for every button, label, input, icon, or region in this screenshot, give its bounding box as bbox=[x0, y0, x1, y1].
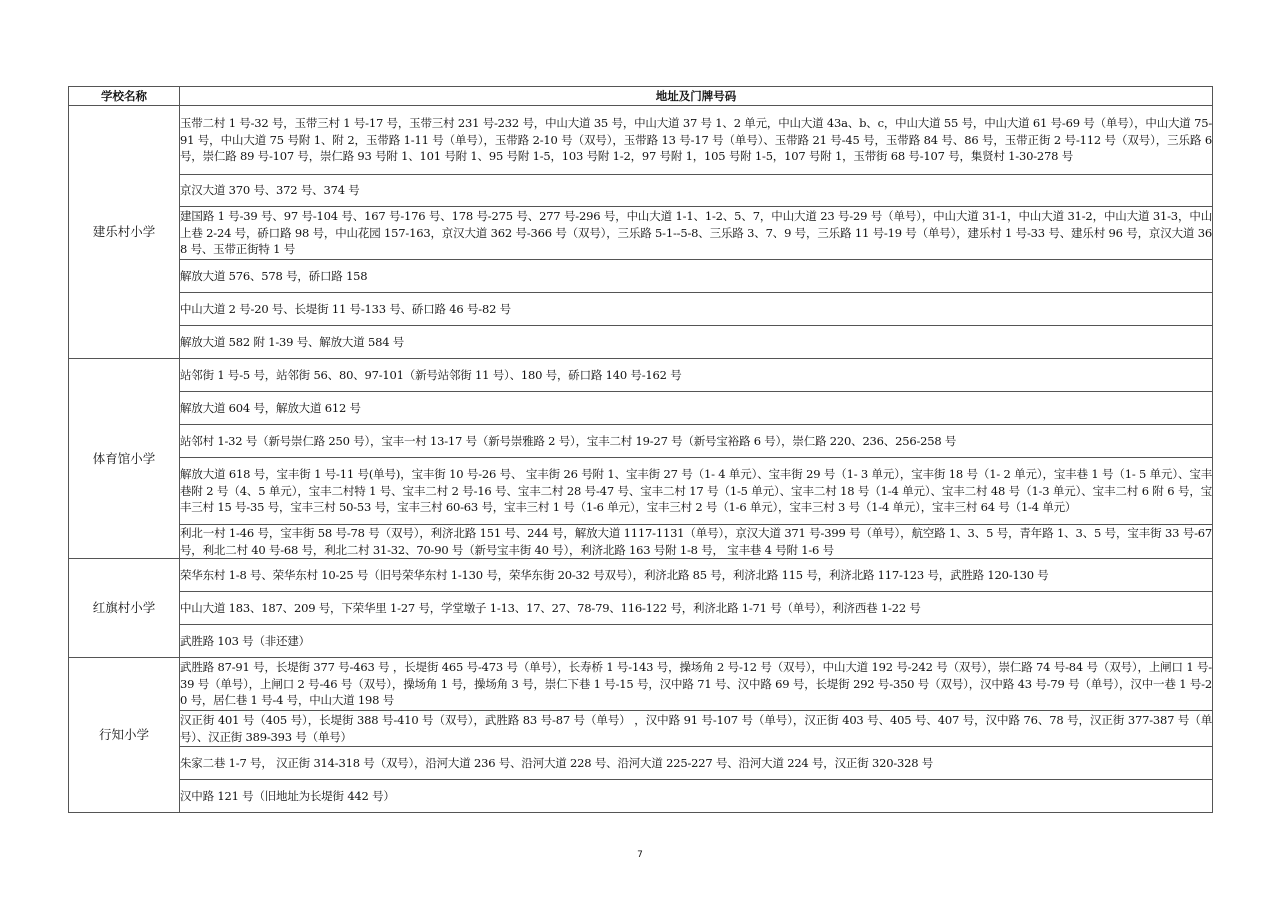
address-cell: 武胜路 87-91 号，长堤街 377 号-463 号 ，长堤街 465 号-473 号（单号），长寿桥 1 号-143 号，操场角 2 号-12 号（双号），中山大道 192 号-242 号（双号），崇仁路 74 号-84 号（双号），上闸口 1 号-39 号（单号），上闸口 2 号-46 号（双号），操场角 1 号，操场角 3 号，崇仁下巷 1 号-15 号，汉中路 71 号、汉中路 69 号，长堤街 292 号-350 号（双号），汉中路 43 号-79 号（单号），汉中一巷 1 号-20 号，居仁巷 1 号-4 号，中山大道 198 号 bbox=[180, 658, 1213, 711]
table-row bbox=[69, 293, 1213, 326]
table-row bbox=[69, 525, 1213, 559]
table-row bbox=[69, 559, 1213, 592]
table-row bbox=[69, 260, 1213, 293]
address-cell: 中山大道 183、187、209 号，下荣华里 1-27 号，学堂墩子 1-13、17、27、78-79、116-122 号，利济北路 1-71 号（单号），利济西巷 1-22 号 bbox=[180, 592, 1213, 625]
table-row bbox=[69, 658, 1213, 711]
table-row bbox=[69, 392, 1213, 425]
table-row bbox=[69, 326, 1213, 359]
address-cell: 玉带二村 1 号-32 号，玉带三村 1 号-17 号，玉带三村 231 号-232 号，中山大道 35 号，中山大道 37 号 1、2 单元，中山大道 43a、b、c，中山大道 55 号，中山大道 61 号-69 号（单号），中山大道 75-91 号，中山大道 75 号附 1、附 2，玉带路 1-11 号（单号），玉带路 2-10 号（双号），玉带路 13 号-17 号（单号）、玉带路 21 号-45 号，玉带路 84 号、86 号，玉带正街 2 号-112 号（双号），三乐路 6 号，崇仁路 89 号-107 号，崇仁路 93 号附 1、101 号附 1、95 号附 1-5，103 号附 1-2，97 号附 1，105 号附 1-5，107 号附 1，玉带街 68 号-107 号，集贤村 1-30-278 号 bbox=[180, 106, 1213, 175]
address-cell: 建国路 1 号-39 号、97 号-104 号、167 号-176 号、178 号-275 号、277 号-296 号，中山大道 1-1、1-2、5、7，中山大道 23 号-29 号（单号），中山大道 31-1，中山大道 31-2，中山大道 31-3，中山上巷 2-24 号，硚口路 98 号，中山花园 157-163，京汉大道 362 号-366 号（双号），三乐路 5-1--5-8、三乐路 3、7、9 号，三乐路 11 号-19 号（单号），建乐村 1 号-33 号、建乐村 96 号，京汉大道 368 号、玉带正街特 1 号 bbox=[180, 207, 1213, 260]
address-cell: 解放大道 604 号，解放大道 612 号 bbox=[180, 392, 1213, 425]
table-row bbox=[69, 175, 1213, 207]
address-cell: 荣华东村 1-8 号、荣华东村 10-25 号（旧号荣华东村 1-130 号，荣华东街 20-32 号双号），利济北路 85 号，利济北路 115 号，利济北路 117-123 号，武胜路 120-130 号 bbox=[180, 559, 1213, 592]
header-school-name: 学校名称 bbox=[69, 87, 180, 106]
address-cell: 利北一村 1-46 号，宝丰街 58 号-78 号（双号），利济北路 151 号、244 号，解放大道 1117-1131（单号），京汉大道 371 号-399 号（单号），航空路 1、3、5 号，青年路 1、3、5 号，宝丰街 33 号-67 号，利北二村 40 号-68 号，利北二村 31-32、70-90 号（新号宝丰街 40 号），利济北路 163 号附 1-8 号， 宝丰巷 4 号附 1-6 号 bbox=[180, 526, 1212, 557]
table-row bbox=[69, 780, 1213, 813]
address-cell: 武胜路 103 号（非还建） bbox=[180, 625, 1213, 658]
table-row bbox=[69, 425, 1213, 458]
table-row bbox=[69, 207, 1213, 260]
school-name-cell: 行知小学 bbox=[69, 658, 180, 813]
table-row bbox=[69, 711, 1213, 747]
table-row bbox=[69, 747, 1213, 780]
address-cell: 汉正街 401 号（405 号），长堤街 388 号-410 号（双号），武胜路 83 号-87 号（单号） ，汉中路 91 号-107 号（单号），汉正街 403 号、405 号、407 号，汉中路 76、78 号，汉正街 377-387 号（单号）、汉正街 389-393 号（单号） bbox=[180, 711, 1213, 747]
table-row bbox=[69, 458, 1213, 525]
address-cell: 站邻村 1-32 号（新号崇仁路 250 号），宝丰一村 13-17 号（新号崇雅路 2 号），宝丰二村 19-27 号（新号宝裕路 6 号），崇仁路 220、236、256-258 号 bbox=[180, 425, 1213, 458]
header-address: 地址及门牌号码 bbox=[180, 87, 1213, 106]
address-cell: 站邻街 1 号-5 号，站邻街 56、80、97-101（新号站邻街 11 号）、180 号，硚口路 140 号-162 号 bbox=[180, 359, 1213, 392]
table-header-row bbox=[69, 87, 1213, 106]
table-row bbox=[69, 592, 1213, 625]
table-row bbox=[69, 359, 1213, 392]
address-cell: 解放大道 582 附 1-39 号、解放大道 584 号 bbox=[180, 326, 1213, 359]
address-cell: 解放大道 618 号，宝丰街 1 号-11 号(单号)，宝丰街 10 号-26 号、 宝丰街 26 号附 1、宝丰街 27 号（1- 4 单元）、宝丰街 29 号（1- 3 单元），宝丰街 18 号（1- 2 单元），宝丰巷 1 号（1- 5 单元）、宝丰巷附 2 号（4、5 单元），宝丰二村特 1 号、宝丰二村 2 号-16 号、宝丰二村 28 号-47 号、宝丰二村 17 号（1-5 单元）、宝丰二村 18 号（1-4 单元）、宝丰二村 48 号（1-3 单元）、宝丰二村 6 附 6 号，宝丰三村 15 号-35 号，宝丰三村 50-53 号，宝丰三村 60-63 号，宝丰三村 1 号（1-6 单元），宝丰三村 2 号（1-6 单元），宝丰三村 3 号（1-4 单元），宝丰三村 64 号（1-4 单元） bbox=[180, 458, 1213, 525]
table-row bbox=[69, 106, 1213, 175]
page-number: 7 bbox=[637, 850, 643, 860]
table-row bbox=[69, 625, 1213, 658]
address-cell: 京汉大道 370 号、372 号、374 号 bbox=[180, 175, 1213, 207]
school-name-cell: 红旗村小学 bbox=[69, 559, 180, 658]
school-name-cell: 建乐村小学 bbox=[69, 106, 180, 359]
school-address-table bbox=[68, 86, 1213, 813]
school-name-cell: 体育馆小学 bbox=[69, 359, 180, 559]
address-cell: 汉中路 121 号（旧地址为长堤街 442 号） bbox=[180, 780, 1213, 813]
address-cell: 朱家二巷 1-7 号， 汉正街 314-318 号（双号），沿河大道 236 号、沿河大道 228 号、沿河大道 225-227 号、沿河大道 224 号，汉正街 320-328 号 bbox=[180, 747, 1213, 780]
address-cell: 解放大道 576、578 号，硚口路 158 bbox=[180, 260, 1213, 293]
address-cell: 中山大道 2 号-20 号、长堤街 11 号-133 号、硚口路 46 号-82 号 bbox=[180, 293, 1213, 326]
